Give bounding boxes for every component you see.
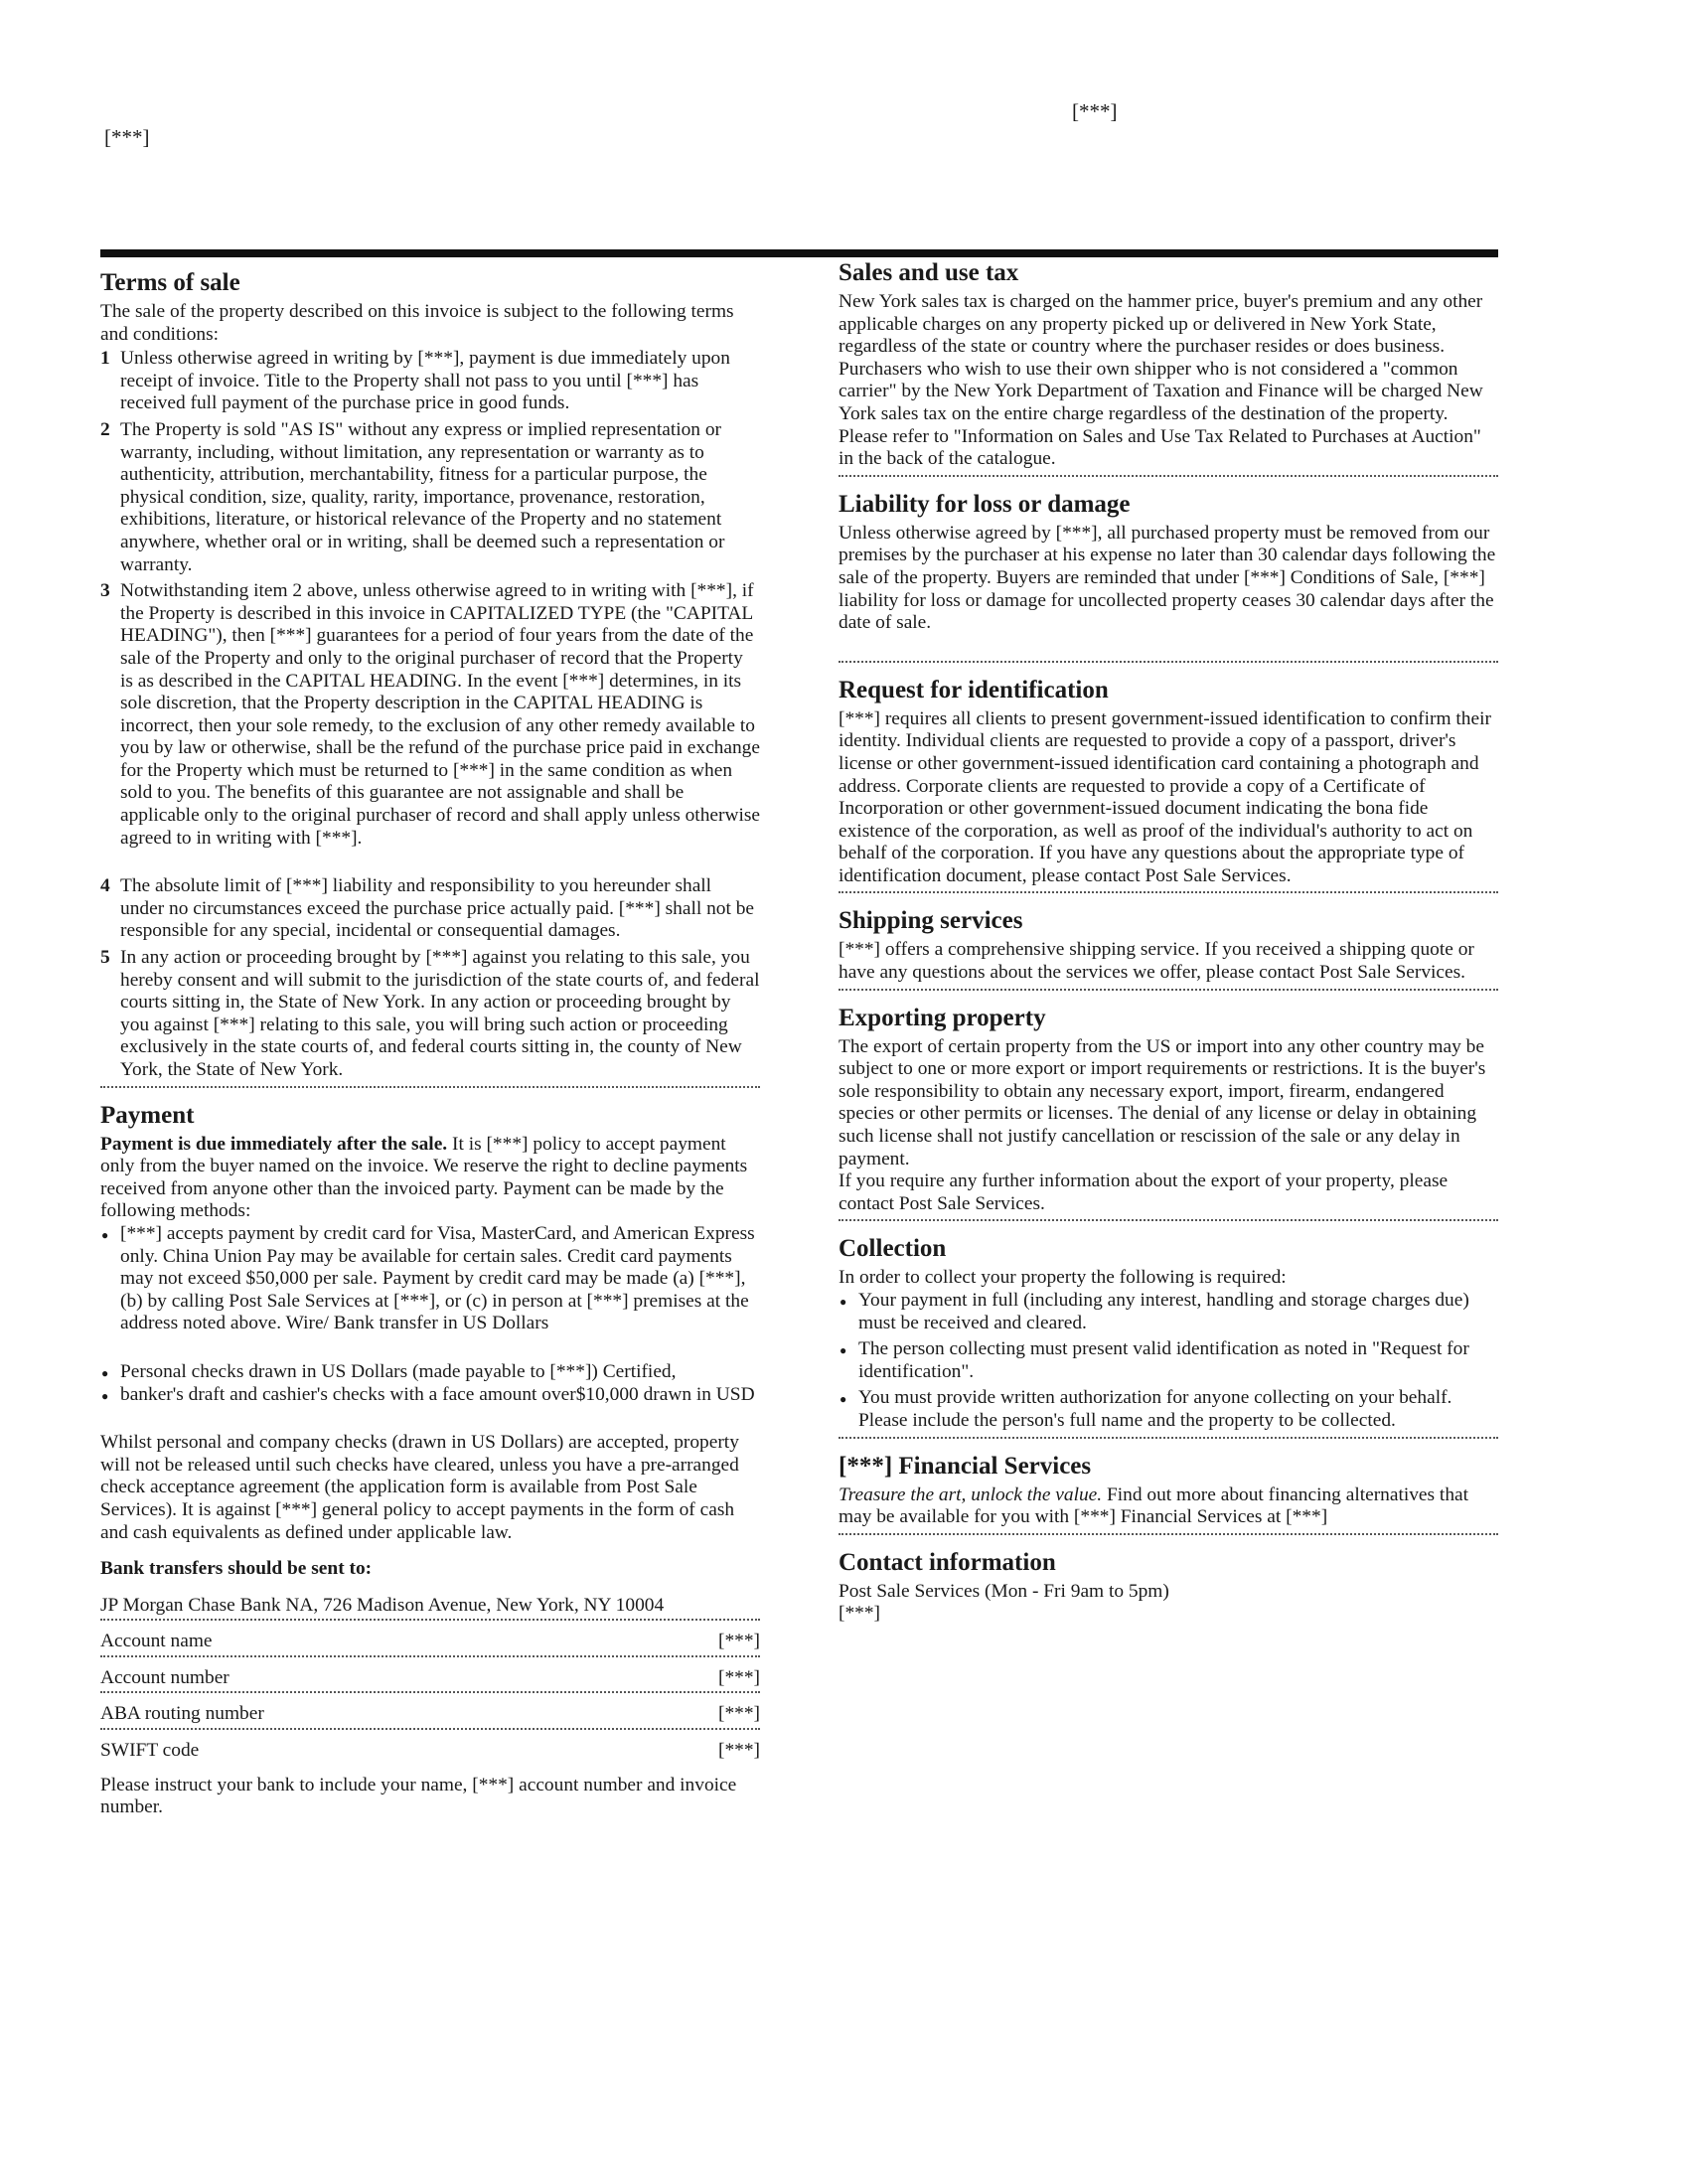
section-body: [***] requires all clients to present government-issued identification to confirm their identity. Individual clients are requested to provide a copy of a passport, driver's license or other government-issued identification card containing a photograph and address. Corporate clients are requested to provide a copy of a Certificate of Incorporation or other government-issued document indicating the bona fide existence of the corporation, as well as proof of the individual's authority to act on behalf of the corporation. If you have any questions about the appropriate type of identification document, please contact Post Sale Services. — [839, 707, 1491, 886]
terms-of-sale-section — [100, 268, 760, 1082]
bank-details-table — [100, 1619, 760, 1764]
term-text: The absolute limit of [***] liability and responsibility to you hereunder shall under no circumstances exceed the purchase price actually paid. [***] shall not be responsible for any special, incidental or consequential damages. — [120, 875, 755, 942]
term-item — [100, 348, 760, 415]
exporting-section — [839, 1004, 1498, 1216]
term-item — [100, 947, 760, 1082]
terms-intro: The sale of the property described on this invoice is subject to the following terms and conditions: — [100, 301, 734, 345]
section-body: If you require any further information about the export of your property, please contact Post Sale Services. — [839, 1170, 1449, 1214]
list-item: ● Personal checks drawn in US Dollars (made payable to [***]) Certified, — [100, 1361, 760, 1384]
row-label: Account number — [100, 1666, 229, 1688]
term-number: 5 — [100, 947, 110, 969]
row-label: Account name — [100, 1631, 213, 1652]
section-title: [***] Financial Services — [839, 1452, 1092, 1480]
row-value: [***] — [717, 1740, 760, 1762]
table-row — [100, 1657, 760, 1694]
term-number: 4 — [100, 875, 110, 897]
payment-lead-bold: Payment is due immediately after the sale. — [100, 1133, 448, 1155]
term-item — [100, 419, 760, 576]
contact-details: [***] — [839, 1603, 881, 1625]
financial-body: Find out more about financing alternatives that may be available for you with [***] Financial Services at [***] — [839, 1483, 1469, 1528]
sales-tax-section — [839, 258, 1498, 471]
contact-hours: Post Sale Services (Mon - Fri 9am to 5pm) — [839, 1580, 1169, 1602]
dotted-divider — [839, 989, 1498, 991]
section-body: The export of certain property from the US or import into any other country may be subject to one or more export or import requirements or restrictions. It is the buyer's sole responsibility to obtain any necessary export, import, firearm, endangered species or other permits or licenses. The denial of any license or delay in obtaining such license shall not justify cancellation or rescission of the sale or any delay in payment. — [839, 1035, 1486, 1170]
identification-section — [839, 676, 1498, 888]
row-value: [***] — [717, 1703, 760, 1725]
payment-methods-list — [100, 1223, 760, 1335]
dotted-divider — [839, 475, 1498, 477]
section-title: Liability for loss or damage — [839, 490, 1131, 518]
top-rule — [100, 249, 1498, 257]
section-title: Collection — [839, 1235, 947, 1263]
table-row — [100, 1693, 760, 1730]
section-body — [839, 1484, 1498, 1529]
row-value: [***] — [717, 1666, 760, 1688]
section-title: Shipping services — [839, 907, 1023, 935]
liability-section — [839, 490, 1498, 635]
list-item: ● You must provide written authorization for anyone collecting on your behalf. Please include the person's full name and the property to be collected. — [839, 1387, 1498, 1432]
section-title: Exporting property — [839, 1004, 1046, 1031]
payment-lead-rest: It is [***] policy to accept payment only from the buyer named on the invoice. We reserve the right to decline payments received from anyone other than the invoiced party. Payment can be made by the following methods: — [100, 1133, 748, 1222]
section-body: Unless otherwise agreed by [***], all purchased property must be removed from our premises by the purchaser at his expense no later than 30 calendar days following the sale of the property. Buyers are reminded that under [***] Conditions of Sale, [***] liability for loss or damage for uncollected property ceases 30 calendar days after the date of sale. — [839, 522, 1496, 634]
collection-section — [839, 1234, 1498, 1432]
row-value: [***] — [717, 1631, 760, 1652]
checks-list — [100, 1361, 760, 1406]
collection-intro: In order to collect your property the following is required: — [839, 1267, 1287, 1289]
bank-address: JP Morgan Chase Bank NA, 726 Madison Avenue, New York, NY 10004 — [100, 1594, 665, 1616]
dotted-divider — [100, 1086, 760, 1088]
term-text: Notwithstanding item 2 above, unless otherwise agreed to in writing with [***], if the Property is described in this invoice in CAPITALIZED TYPE (the "CAPITAL HEADING"), then [***] guarantees for a period of four years from the date of the sale of the Property and only to the original purchaser of record that the Property is as described in the CAPITAL HEADING. In the event [***] determines, in its sole discretion, that the Property description in the CAPITAL HEADING is incorrect, then your sole remedy, to the exclusion of any other remedy available to you by law or otherwise, shall be the refund of the purchase price paid in exchange for the Property which must be returned to [***] in the same condition as when sold to you. The benefits of this guarantee are not assignable and shall be applicable only to the original purchaser of record and shall apply unless otherwise agreed to in writing with [***]. — [120, 580, 761, 849]
bank-heading: Bank transfers should be sent to: — [100, 1558, 373, 1580]
term-text: Unless otherwise agreed in writing by [***], payment is due immediately upon receipt of invoice. Title to the Property shall not pass to you until [***] has received full payment of the purchase price in good funds. — [120, 348, 730, 414]
dotted-divider — [839, 661, 1498, 663]
collection-list — [839, 1290, 1498, 1433]
header-right-mark: [***] — [1072, 99, 1118, 123]
financial-services-section — [839, 1452, 1498, 1529]
left-column — [100, 268, 760, 1819]
section-title: Terms of sale — [100, 269, 240, 296]
term-number: 3 — [100, 580, 110, 602]
table-row — [100, 1730, 760, 1765]
bank-instruction: Please instruct your bank to include your name, [***] account number and invoice number. — [100, 1774, 737, 1818]
header-left-mark: [***] — [104, 125, 150, 149]
section-body: [***] offers a comprehensive shipping service. If you received a shipping quote or have any questions about the services we offer, please contact Post Sale Services. — [839, 939, 1474, 984]
term-text: In any action or proceeding brought by [***] against you relating to this sale, you hereby consent and will submit to the jurisdiction of the state courts of, and federal courts sitting in, the State of New York. In any action or proceeding brought by you against [***] relating to this sale, you will bring such action or proceeding exclusively in the state courts of, and federal courts sitting in, the county of New York, the State of New York. — [120, 947, 760, 1080]
term-number: 2 — [100, 418, 110, 440]
section-title: Sales and use tax — [839, 259, 1019, 286]
section-title: Request for identification — [839, 676, 1109, 703]
dotted-divider — [839, 1219, 1498, 1221]
right-column — [839, 258, 1498, 1626]
section-title: Contact information — [839, 1548, 1056, 1576]
dotted-divider — [839, 1437, 1498, 1439]
payment-section — [100, 1101, 760, 1819]
table-row — [100, 1619, 760, 1657]
row-label: SWIFT code — [100, 1740, 200, 1762]
row-label: ABA routing number — [100, 1703, 264, 1725]
list-item: ● Your payment in full (including any interest, handling and storage charges due) must be received and cleared. — [839, 1290, 1498, 1334]
dotted-divider — [839, 1533, 1498, 1535]
financial-tagline: Treasure the art, unlock the value. — [839, 1483, 1103, 1505]
terms-list — [100, 348, 760, 1081]
list-item: ● The person collecting must present valid identification as noted in "Request for identification". — [839, 1338, 1498, 1383]
checks-note: Whilst personal and company checks (drawn in US Dollars) are accepted, property will not be released until such checks have cleared, unless you have a pre-arranged check acceptance agreement (the application form is available from Post Sale Services). It is against [***] general policy to accept payments in the form of cash and cash equivalents as defined under applicable law. — [100, 1432, 739, 1543]
section-title: Payment — [100, 1101, 195, 1129]
term-number: 1 — [100, 348, 110, 370]
list-item: ● [***] accepts payment by credit card for Visa, MasterCard, and American Express only. China Union Pay may be available for certain sales. Credit card payments may not exceed $50,000 per sale. Payment by credit card may be made (a) [***], (b) by calling Post Sale Services at [***], or (c) in person at [***] premises at the address noted above. Wire/ Bank transfer in US Dollars — [100, 1223, 760, 1335]
payment-lead — [100, 1134, 760, 1223]
term-item — [100, 580, 760, 850]
term-item — [100, 875, 760, 943]
list-item: ● banker's draft and cashier's checks with a face amount over$10,000 drawn in USD — [100, 1384, 760, 1407]
term-text: The Property is sold "AS IS" without any express or implied representation or warranty, including, without limitation, any representation or warranty as to authenticity, attribution, merchantability, fitness for a particular purpose, the physical condition, size, quality, rarity, importance, provenance, restoration, exhibitions, literature, or historical relevance of the Property and no statement anywhere, whether oral or in writing, shall be deemed such a representation or warranty. — [120, 418, 725, 575]
contact-section — [839, 1548, 1498, 1626]
dotted-divider — [839, 891, 1498, 893]
section-body: New York sales tax is charged on the hammer price, buyer's premium and any other applicable charges on any property picked up or delivered in New York State, regardless of the state or country where the purchaser resides or does business. Purchasers who wish to use their own shipper who is not considered a "common carrier" by the New York Department of Taxation and Finance will be charged New York sales tax on the entire charge regardless of the destination of the property. Please refer to "Information on Sales and Use Tax Related to Purchases at Auction" in the back of the catalogue. — [839, 291, 1483, 470]
shipping-section — [839, 906, 1498, 984]
